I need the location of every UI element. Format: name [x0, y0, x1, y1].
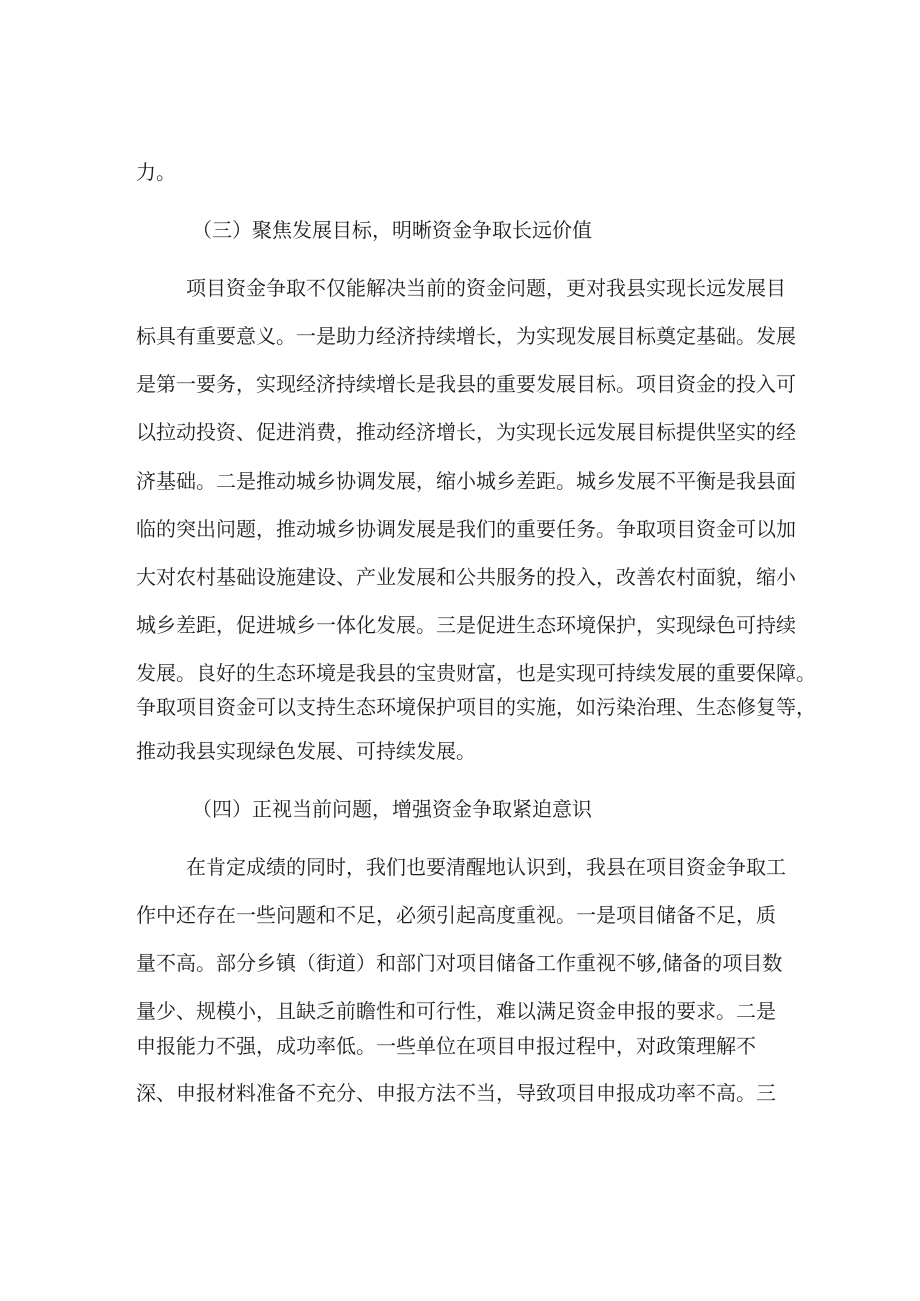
paragraph-3-line-8: 城乡差距，促进城乡一体化发展。三是促进生态环境保护，实现绿色可持续: [136, 613, 796, 637]
section-heading-4: （四）正视当前问题，增强资金争取紧迫意识: [192, 797, 592, 821]
paragraph-4-line-2: 作中还存在一些问题和不足，必须引起高度重视。一是项目储备不足，质: [136, 903, 776, 927]
paragraph-3-line-2: 标具有重要意义。一是助力经济持续增长，为实现发展目标奠定基础。发展: [136, 324, 796, 348]
paragraph-3-line-6: 临的突出问题，推动城乡协调发展是我们的重要任务。争取项目资金可以加: [136, 517, 796, 541]
paragraph-4-line-3: 量不高。部分乡镇（街道）和部门对项目储备工作重视不够,储备的项目数: [136, 951, 783, 975]
paragraph-4-line-4: 量少、规模小，且缺乏前瞻性和可行性，难以满足资金申报的要求。二是: [136, 999, 776, 1023]
paragraph-3-line-4: 以拉动投资、促进消费，推动经济增长，为实现长远发展目标提供坚实的经: [136, 420, 796, 444]
paragraph-3-line-10: 争取项目资金可以支持生态环境保护项目的实施，如污染治理、生态修复等，: [136, 695, 816, 719]
paragraph-3-line-11: 推动我县实现绿色发展、可持续发展。: [136, 739, 476, 763]
paragraph-3-line-9: 发展。良好的生态环境是我县的宝贵财富，也是实现可持续发展的重要保障。: [136, 661, 816, 685]
text-line-continuation: 力。: [136, 160, 176, 184]
paragraph-4-line-1: 在肯定成绩的同时，我们也要清醒地认识到，我县在项目资金争取工: [186, 855, 786, 879]
paragraph-3-line-7: 大对农村基础设施建设、产业发展和公共服务的投入，改善农村面貌，缩小: [136, 565, 796, 589]
paragraph-3-line-3: 是第一要务，实现经济持续增长是我县的重要发展目标。项目资金的投入可: [136, 372, 796, 396]
paragraph-4-line-5: 申报能力不强，成功率低。一些单位在项目申报过程中，对政策理解不: [136, 1034, 756, 1058]
section-heading-3: （三）聚焦发展目标，明晰资金争取长远价值: [192, 218, 592, 242]
paragraph-4-line-6: 深、申报材料准备不充分、申报方法不当，导致项目申报成功率不高。三: [136, 1081, 776, 1105]
paragraph-3-line-1: 项目资金争取不仅能解决当前的资金问题，更对我县实现长远发展目: [186, 276, 786, 300]
paragraph-3-line-5: 济基础。二是推动城乡协调发展，缩小城乡差距。城乡发展不平衡是我县面: [136, 469, 796, 493]
